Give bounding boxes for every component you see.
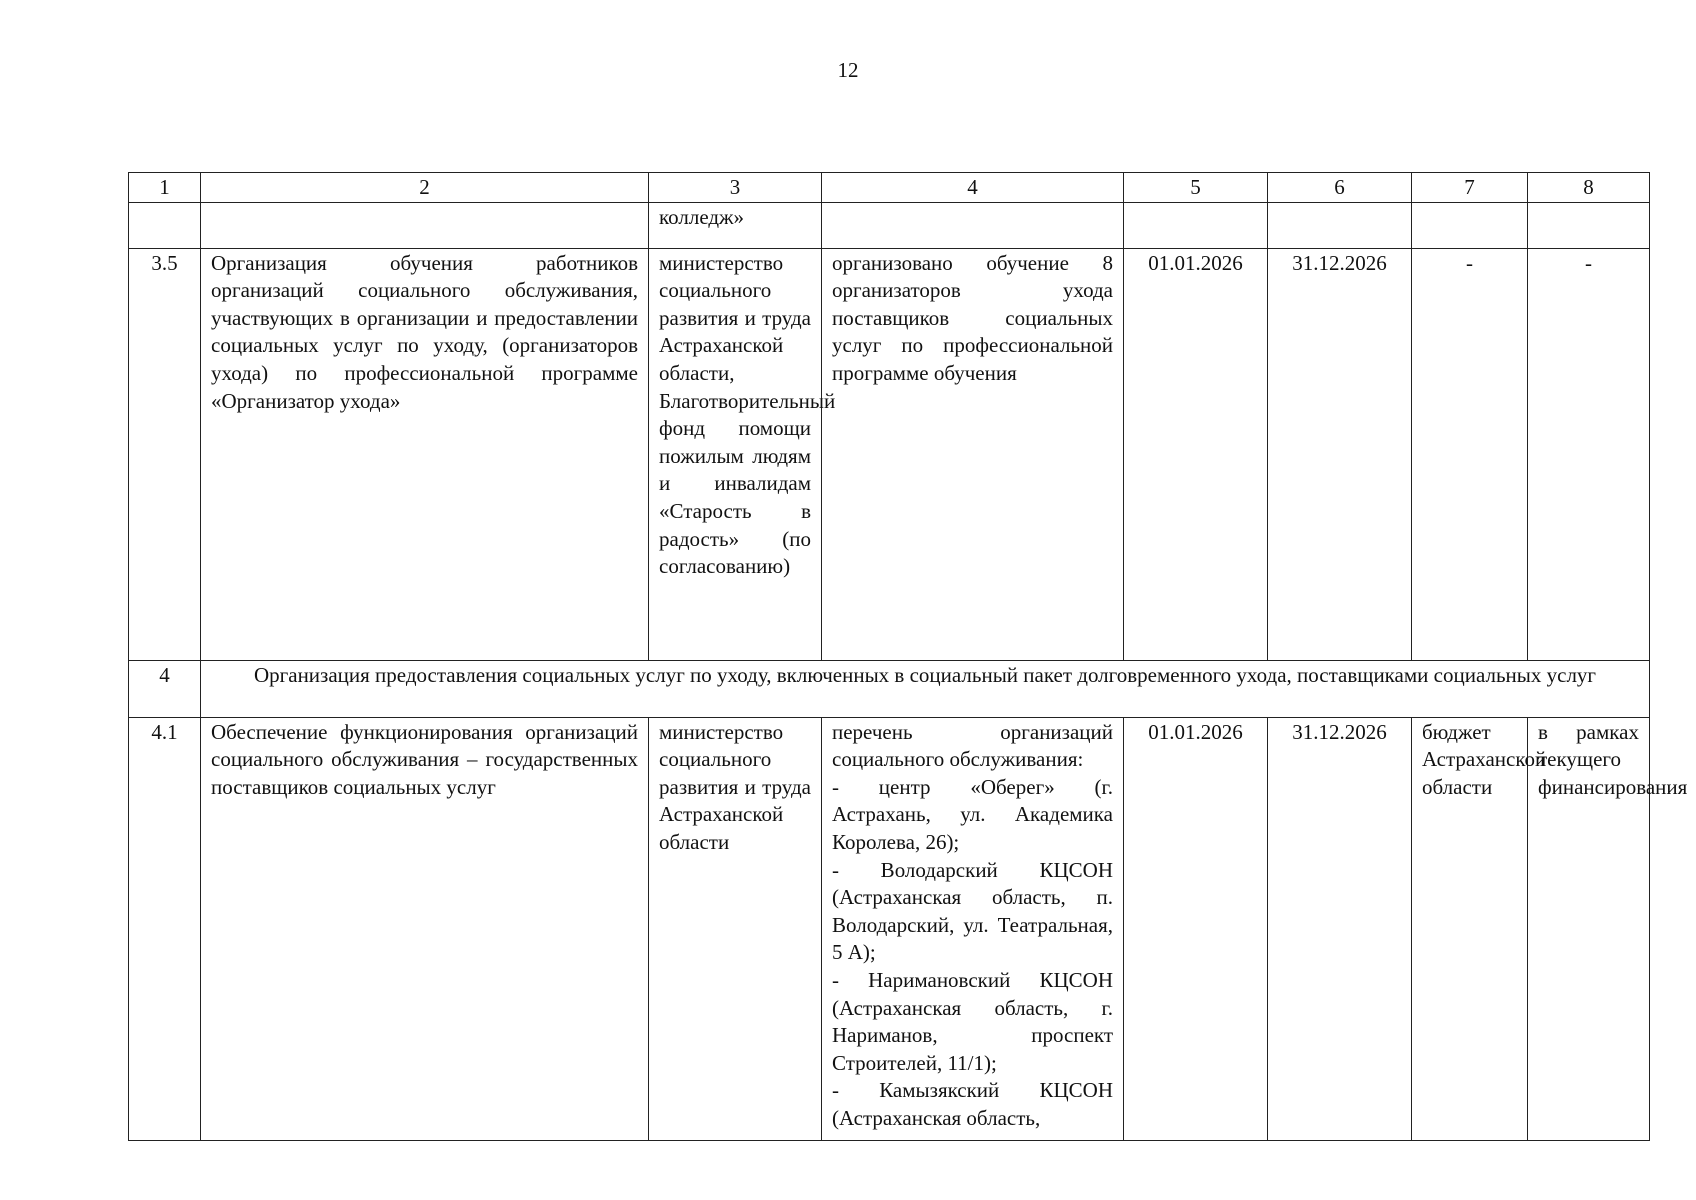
row-number: 3.5 (129, 248, 201, 660)
end-date: 31.12.2026 (1268, 717, 1412, 1140)
table-cell (129, 202, 201, 248)
table-row-4-1 (129, 717, 1650, 1140)
column-number: 2 (201, 173, 649, 203)
table-cell (201, 202, 649, 248)
column-number: 7 (1412, 173, 1528, 203)
start-date: 01.01.2026 (1124, 717, 1268, 1140)
activity-title: Организация обучения работников организаций социального обслуживания, участвующих в организации и предоставлении социальных услуг по уходу, (организаторов ухода) по профессиональной программе «Организатор ухода» (201, 248, 649, 660)
table-cell (1124, 202, 1268, 248)
column-number: 6 (1268, 173, 1412, 203)
column-number: 3 (649, 173, 822, 203)
table-row-continuation (129, 202, 1650, 248)
result-cell: организовано обучение 8 организаторов ухода поставщиков социальных услуг по профессиональной программе обучения (822, 248, 1124, 660)
funding-amount: в рамках текущего финансирования (1528, 717, 1650, 1140)
section-row-4 (129, 660, 1650, 717)
column-number: 5 (1124, 173, 1268, 203)
executor-cell-continuation: колледж» (649, 202, 822, 248)
column-number: 8 (1528, 173, 1650, 203)
table-row-3-5 (129, 248, 1650, 660)
row-number: 4.1 (129, 717, 201, 1140)
funding-source: - (1412, 248, 1528, 660)
column-number-row (129, 173, 1650, 203)
table-cell (1412, 202, 1528, 248)
table-cell (1528, 202, 1650, 248)
table-cell (822, 202, 1124, 248)
result-cell: перечень организаций социального обслуживания: - центр «Оберег» (г. Астрахань, ул. Академика Королева, 26); - Володарский КЦСОН (Астраханская область, п. Володарский, ул. Театральная, 5 А); - Наримановский КЦСОН (Астраханская область, г. Нариманов, проспект Строителей, 11/1); - Камызякский КЦСОН (Астраханская область, (822, 717, 1124, 1140)
funding-amount: - (1528, 248, 1650, 660)
section-number: 4 (129, 660, 201, 717)
table-cell (1268, 202, 1412, 248)
activity-title: Обеспечение функционирования организаций социального обслуживания – государственных поставщиков социальных услуг (201, 717, 649, 1140)
section-title: Организация предоставления социальных услуг по уходу, включенных в социальный пакет долговременного ухода, поставщиками социальных услуг (201, 660, 1650, 717)
plan-table (128, 172, 1688, 1141)
executor-cell: министерство социального развития и труда Астраханской области (649, 717, 822, 1140)
funding-source: бюджет Астраханской области (1412, 717, 1528, 1140)
start-date: 01.01.2026 (1124, 248, 1268, 660)
executor-cell: министерство социального развития и труда Астраханской области, Благотворительный фонд помощи пожилым людям и инвалидам «Старость в радость» (по согласованию) (649, 248, 822, 660)
end-date: 31.12.2026 (1268, 248, 1412, 660)
column-number: 4 (822, 173, 1124, 203)
column-number: 1 (129, 173, 201, 203)
page-number: 12 (837, 58, 859, 82)
